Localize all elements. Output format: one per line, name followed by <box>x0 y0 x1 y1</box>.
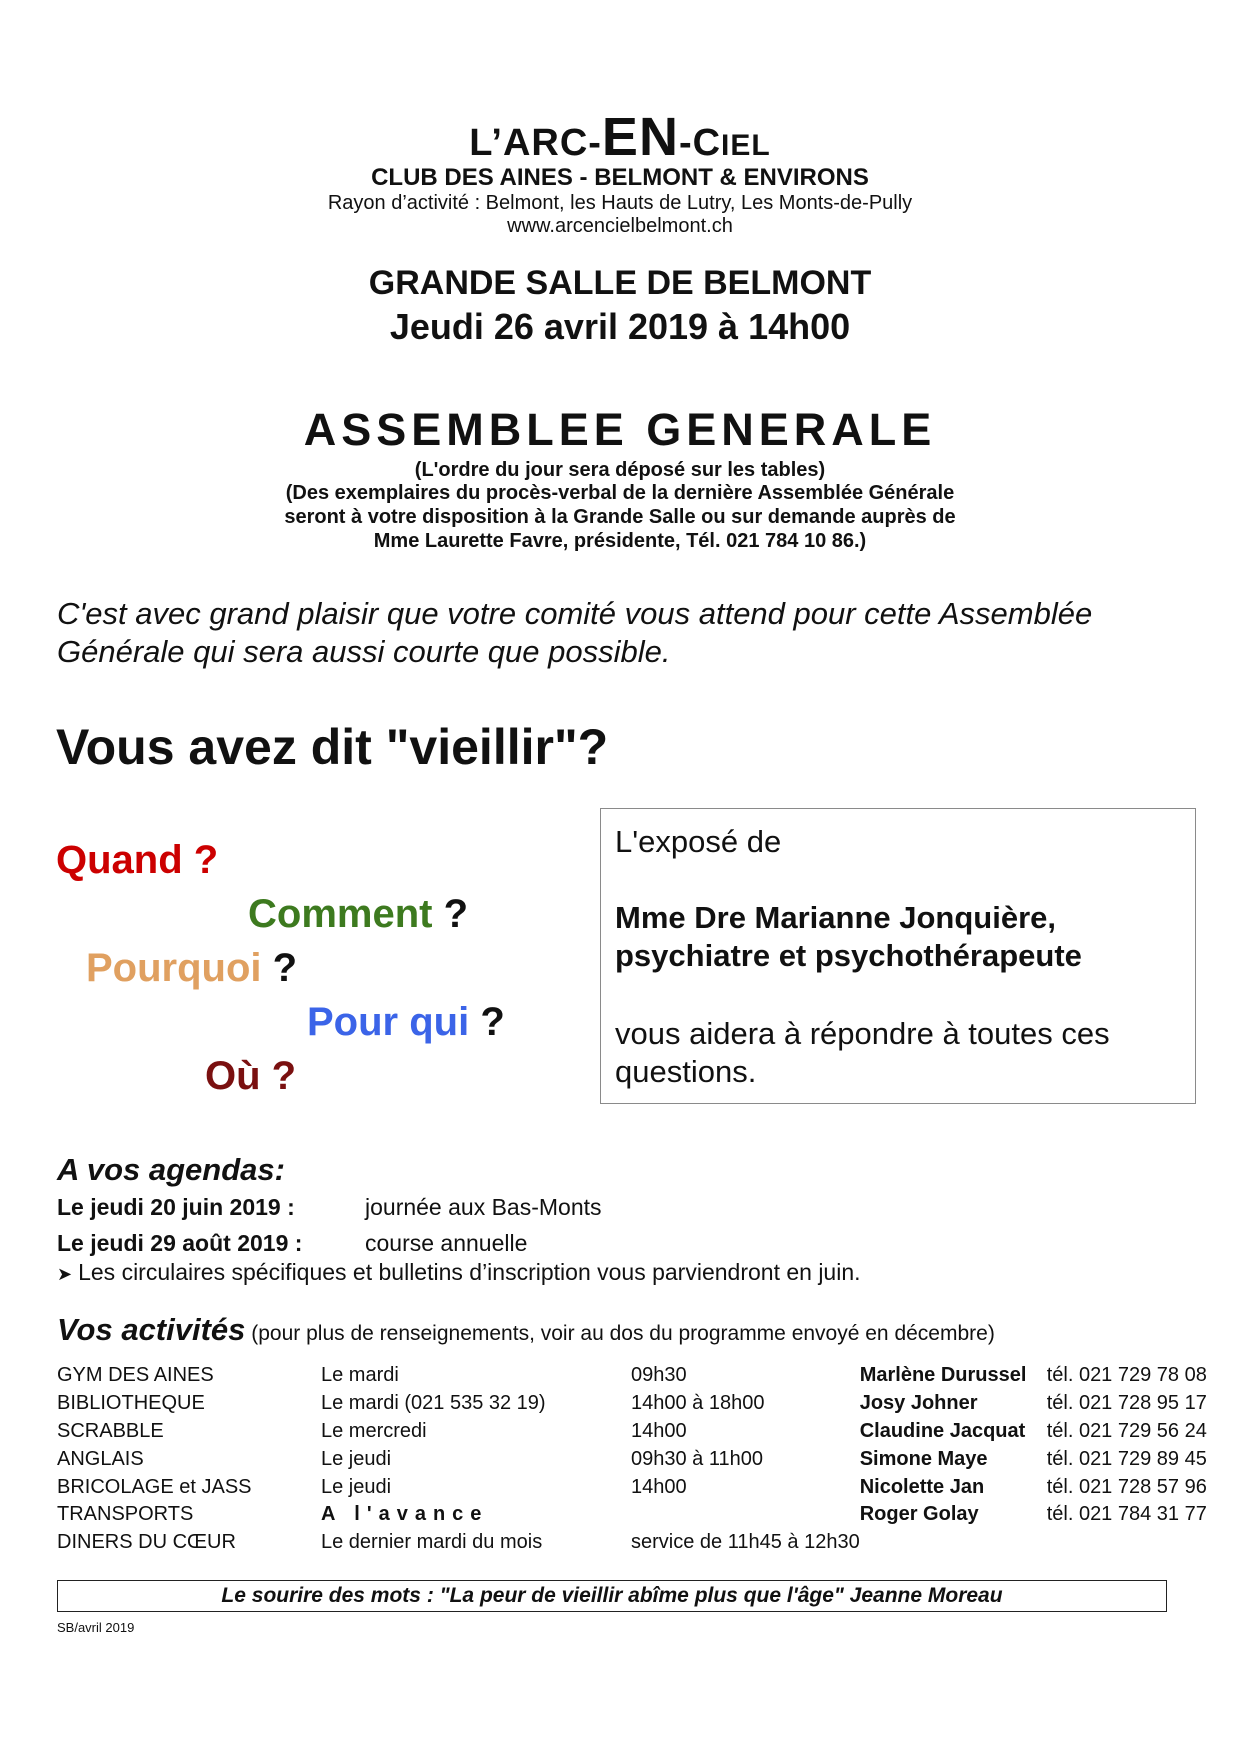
activity-phone: tél. 021 728 95 17 <box>1046 1392 1207 1415</box>
activity-day: Le dernier mardi du mois <box>321 1531 543 1554</box>
activity-row <box>57 1473 1217 1501</box>
question-mark: ? <box>469 1000 505 1044</box>
brand-suffix-rest: IEL <box>721 129 771 162</box>
activity-contact: Roger Golay <box>859 1503 979 1526</box>
speaker-name: Mme Dre Marianne Jonquière, <box>615 900 1057 935</box>
question-word: Où ? <box>205 1054 297 1098</box>
activity-day: Le mardi (021 535 32 19) <box>321 1392 546 1415</box>
activity-day: Le jeudi <box>321 1447 392 1470</box>
activity-contact: Claudine Jacquat <box>859 1419 1026 1442</box>
activities-title: Vos activités <box>57 1312 246 1347</box>
agenda-date: Le jeudi 20 juin 2019 : <box>57 1194 295 1220</box>
activity-phone: tél. 021 729 78 08 <box>1046 1364 1207 1387</box>
question-mark: ? <box>261 946 298 990</box>
activity-name: GYM DES AINES <box>57 1364 214 1387</box>
talk-outro: vous aidera à répondre à toutes ces questions. <box>615 1016 1110 1089</box>
activity-contact: Nicolette Jan <box>859 1475 985 1498</box>
agenda-note <box>57 1259 861 1286</box>
activity-phone: tél. 021 784 31 77 <box>1046 1503 1207 1526</box>
website-link[interactable]: www.arcencielbelmont.ch <box>507 215 733 237</box>
brand-prefix: L’ARC- <box>469 122 602 164</box>
activity-time <box>631 1501 860 1529</box>
activity-row <box>57 1362 1217 1390</box>
activity-name: BIBLIOTHEQUE <box>57 1392 205 1415</box>
activity-name: SCRABBLE <box>57 1419 164 1442</box>
talk-intro: L'exposé de <box>615 824 782 859</box>
footer-reference: SB/avril 2019 <box>57 1620 135 1635</box>
activity-row <box>57 1390 1217 1418</box>
activity-day: Le jeudi <box>321 1475 392 1498</box>
activity-contact: Josy Johner <box>859 1392 978 1415</box>
assembly-note: seront à votre disposition à la Grande Salle ou sur demande auprès de <box>284 506 956 528</box>
speaker-title: psychiatre et psychothérapeute <box>615 938 1082 973</box>
activity-contact <box>860 1529 1047 1557</box>
assembly-note: Mme Laurette Favre, présidente, Tél. 021 784 10 86.) <box>373 530 867 552</box>
activity-name: BRICOLAGE et JASS <box>57 1475 252 1498</box>
brand-middle: EN <box>601 107 679 167</box>
assembly-note: (L'ordre du jour sera déposé sur les tables) <box>414 459 826 481</box>
question-ou <box>205 1054 296 1099</box>
venue-title: GRANDE SALLE DE BELMONT <box>368 264 872 302</box>
assembly-note: (Des exemplaires du procès-verbal de la dernière Assemblée Générale <box>285 482 955 504</box>
activity-area: Rayon d’activité : Belmont, les Hauts de Lutry, Les Monts-de-Pully <box>327 192 913 214</box>
activity-name: TRANSPORTS <box>57 1503 194 1526</box>
activity-contact: Simone Maye <box>859 1447 988 1470</box>
question-word: Pourquoi <box>86 946 262 990</box>
agendas-title: A vos agendas: <box>57 1152 285 1187</box>
question-quand <box>56 838 218 883</box>
activity-time: service de 11h45 à 12h30 <box>631 1531 860 1554</box>
activity-day: A l'avance <box>321 1503 489 1526</box>
activity-time: 09h30 <box>631 1364 687 1387</box>
talk-headline: Vous avez dit "vieillir"? <box>56 719 609 775</box>
activity-row <box>57 1418 1217 1446</box>
club-logo-title <box>0 106 1240 168</box>
question-word: Quand ? <box>56 838 219 882</box>
agenda-description: journée aux Bas-Monts <box>365 1194 602 1220</box>
club-name: CLUB DES AINES - BELMONT & ENVIRONS <box>371 164 869 191</box>
activity-time: 14h00 à 18h00 <box>631 1392 765 1415</box>
activity-contact: Marlène Durussel <box>859 1364 1027 1387</box>
question-pour-qui <box>307 1000 505 1045</box>
agenda-date: Le jeudi 29 août 2019 : <box>57 1230 303 1256</box>
activities-subtitle: (pour plus de renseignements, voir au dos du programme envoyé en décembre) <box>245 1322 995 1345</box>
activity-row <box>57 1501 1217 1529</box>
question-comment <box>248 892 468 937</box>
activities-table <box>57 1362 1217 1557</box>
arrow-right-icon: ➤ <box>57 1264 73 1284</box>
activity-name: DINERS DU CŒUR <box>57 1531 236 1554</box>
welcome-message: C'est avec grand plaisir que votre comité vous attend pour cette Assemblée Générale qui sera aussi courte que possible. <box>57 596 1093 669</box>
activity-time: 14h00 <box>631 1475 687 1498</box>
event-date: Jeudi 26 avril 2019 à 14h00 <box>389 306 851 347</box>
agenda-note-text: Les circulaires spécifiques et bulletins d’inscription vous parviendront en juin. <box>78 1259 861 1285</box>
activity-phone <box>1047 1529 1217 1557</box>
activity-row <box>57 1529 1217 1557</box>
activity-phone: tél. 021 729 89 45 <box>1046 1447 1207 1470</box>
talk-info-box <box>600 808 1196 1104</box>
question-pourquoi <box>86 946 297 991</box>
quote-box: Le sourire des mots : "La peur de vieillir abîme plus que l'âge" Jeanne Moreau <box>57 1580 1167 1612</box>
activity-time: 14h00 <box>631 1419 687 1442</box>
activity-time: 09h30 à 11h00 <box>631 1447 763 1470</box>
activity-day: Le mercredi <box>321 1419 427 1442</box>
question-word: Comment <box>248 892 433 936</box>
activity-phone: tél. 021 729 56 24 <box>1046 1419 1207 1442</box>
activity-phone: tél. 021 728 57 96 <box>1046 1475 1207 1498</box>
activities-header <box>57 1312 995 1348</box>
assembly-title: ASSEMBLEE GENERALE <box>303 404 937 455</box>
activity-name: ANGLAIS <box>57 1447 144 1470</box>
question-word: Pour qui <box>307 1000 470 1044</box>
brand-suffix-c: -C <box>678 122 722 164</box>
agenda-description: course annuelle <box>365 1230 528 1256</box>
activity-day: Le mardi <box>321 1364 399 1387</box>
activity-row <box>57 1445 1217 1473</box>
question-mark: ? <box>432 892 468 936</box>
